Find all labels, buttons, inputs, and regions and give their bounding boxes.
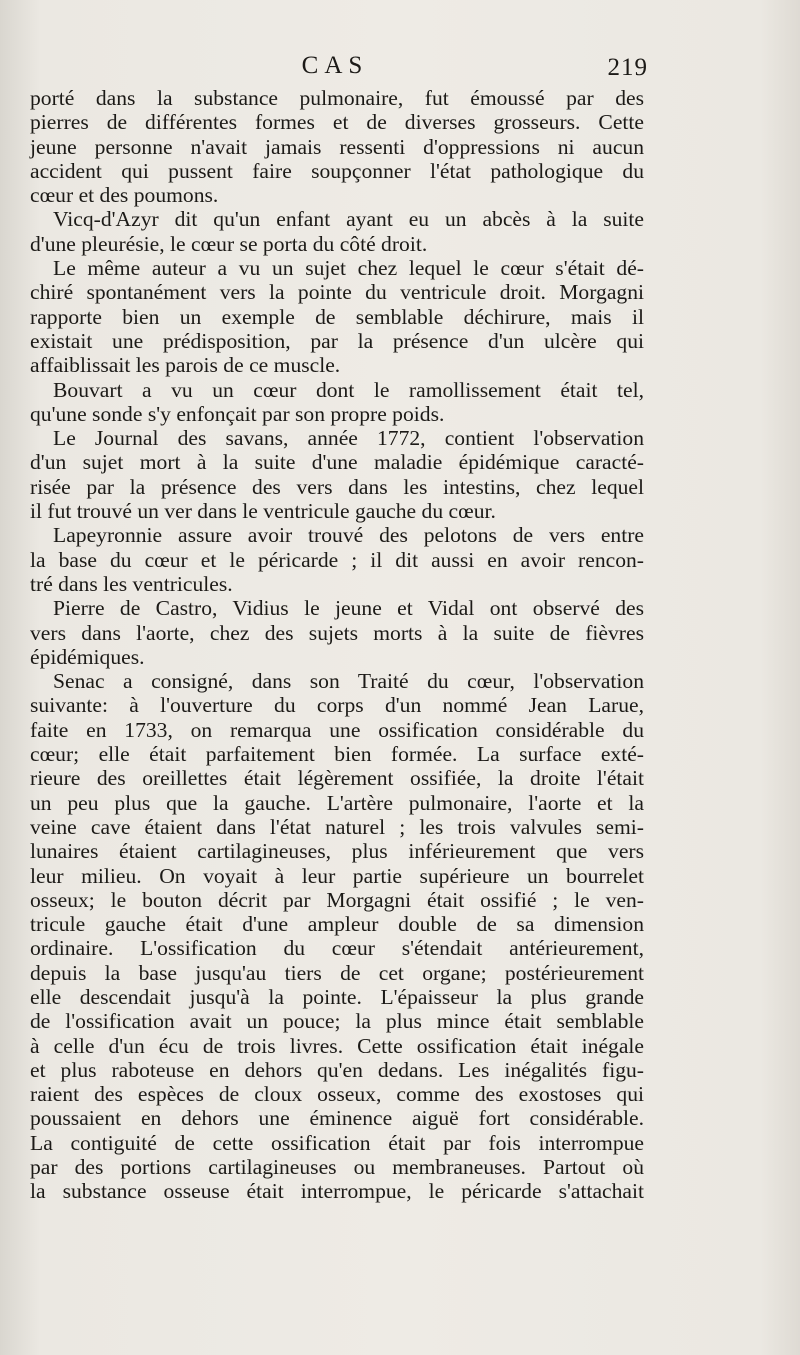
text-line: porté dans la substance pulmonaire, fut émoussé par des (30, 86, 644, 110)
page-header (0, 52, 800, 86)
text-line: la base du cœur et le péricarde ; il dit aussi en avoir rencon- (30, 547, 644, 572)
text-line: cœur; elle était parfaitement bien formée. La surface exté- (30, 742, 644, 767)
text-line: depuis la base jusqu'au tiers de cet organe; postérieurement (30, 960, 644, 985)
text-line: existait une prédisposition, par la présence d'un ulcère qui (30, 328, 644, 353)
text-line: cœur et des poumons. (30, 183, 219, 208)
text-line: faite en 1733, on remarqua une ossification considérable du (30, 717, 644, 742)
text-line: risée par la présence des vers dans les intestins, chez lequel (30, 474, 644, 499)
text-line: raient des espèces de cloux osseux, comme des exostoses qui (30, 1082, 644, 1107)
page-number: 219 (607, 54, 648, 81)
text-line: vers dans l'aorte, chez des sujets morts à la suite de fièvres (30, 620, 644, 645)
text-line: tré dans les ventricules. (30, 571, 233, 596)
text-line: à celle d'un écu de trois livres. Cette ossification était inégale (30, 1033, 644, 1058)
paragraph-first-line: Senac a consigné, dans son Traité du cœur, l'observation (53, 669, 644, 694)
paragraph-first-line: Bouvart a vu un cœur dont le ramollissement était tel, (53, 377, 644, 402)
text-line: un peu plus que la gauche. L'artère pulmonaire, l'aorte et la (30, 790, 644, 815)
text-line: ordinaire. L'ossification du cœur s'étendait antérieurement, (30, 936, 644, 961)
text-line: suivante: à l'ouverture du corps d'un nommé Jean Larue, (30, 693, 644, 718)
text-line: osseux; le bouton décrit par Morgagni était ossifié ; le ven- (30, 887, 644, 912)
text-line: veine cave étaient dans l'état naturel ; les trois valvules semi- (30, 814, 644, 839)
text-line: tricule gauche était d'une ampleur double de sa dimension (30, 912, 644, 937)
text-line: de l'ossification avait un pouce; la plus mince était semblable (30, 1009, 644, 1034)
body-text (30, 86, 644, 1204)
paragraph-first-line: Vicq-d'Azyr dit qu'un enfant ayant eu un abcès à la suite (53, 207, 644, 232)
text-line: accident qui pussent faire soupçonner l'état pathologique du (30, 158, 644, 183)
text-line: rapporte bien un exemple de semblable déchirure, mais il (30, 304, 644, 329)
text-line: pierres de différentes formes et de diverses grosseurs. Cette (30, 110, 644, 135)
text-line: il fut trouvé un ver dans le ventricule gauche du cœur. (30, 499, 496, 524)
running-head: CAS (301, 52, 369, 79)
text-line: leur milieu. On voyait à leur partie supérieure un bourrelet (30, 863, 644, 888)
text-line: lunaires étaient cartilagineuses, plus inférieurement que vers (30, 839, 644, 864)
text-line: affaiblissait les parois de ce muscle. (30, 353, 341, 378)
paragraph-first-line: Lapeyronnie assure avoir trouvé des pelotons de vers entre (53, 523, 644, 548)
text-line: qu'une sonde s'y enfonçait par son propre poids. (30, 401, 445, 426)
paragraph-first-line: Pierre de Castro, Vidius le jeune et Vidal ont observé des (53, 596, 644, 621)
text-line: la substance osseuse était interrompue, le péricarde s'attachait (30, 1179, 644, 1204)
text-line: épidémiques. (30, 644, 145, 669)
text-line: par des portions cartilagineuses ou membraneuses. Partout où (30, 1155, 644, 1180)
text-line: La contiguité de cette ossification était par fois interrompue (30, 1130, 644, 1155)
text-line: elle descendait jusqu'à la pointe. L'épaisseur la plus grande (30, 984, 644, 1009)
text-line: et plus raboteuse en dehors qu'en dedans. Les inégalités figu- (30, 1057, 644, 1082)
text-line: d'un sujet mort à la suite d'une maladie épidémique caracté- (30, 450, 644, 475)
text-line: d'une pleurésie, le cœur se porta du côté droit. (30, 231, 428, 256)
text-line: poussaient en dehors une éminence aiguë fort considérable. (30, 1106, 644, 1131)
text-line: jeune personne n'avait jamais ressenti d'oppressions ni aucun (30, 134, 644, 159)
paragraph-first-line: Le même auteur a vu un sujet chez lequel le cœur s'était dé- (53, 256, 644, 281)
text-line: chiré spontanément vers la pointe du ventricule droit. Morgagni (30, 280, 644, 305)
text-line: rieure des oreillettes était légèrement ossifiée, la droite l'était (30, 766, 644, 791)
paragraph-first-line: Le Journal des savans, année 1772, contient l'observation (53, 426, 644, 451)
